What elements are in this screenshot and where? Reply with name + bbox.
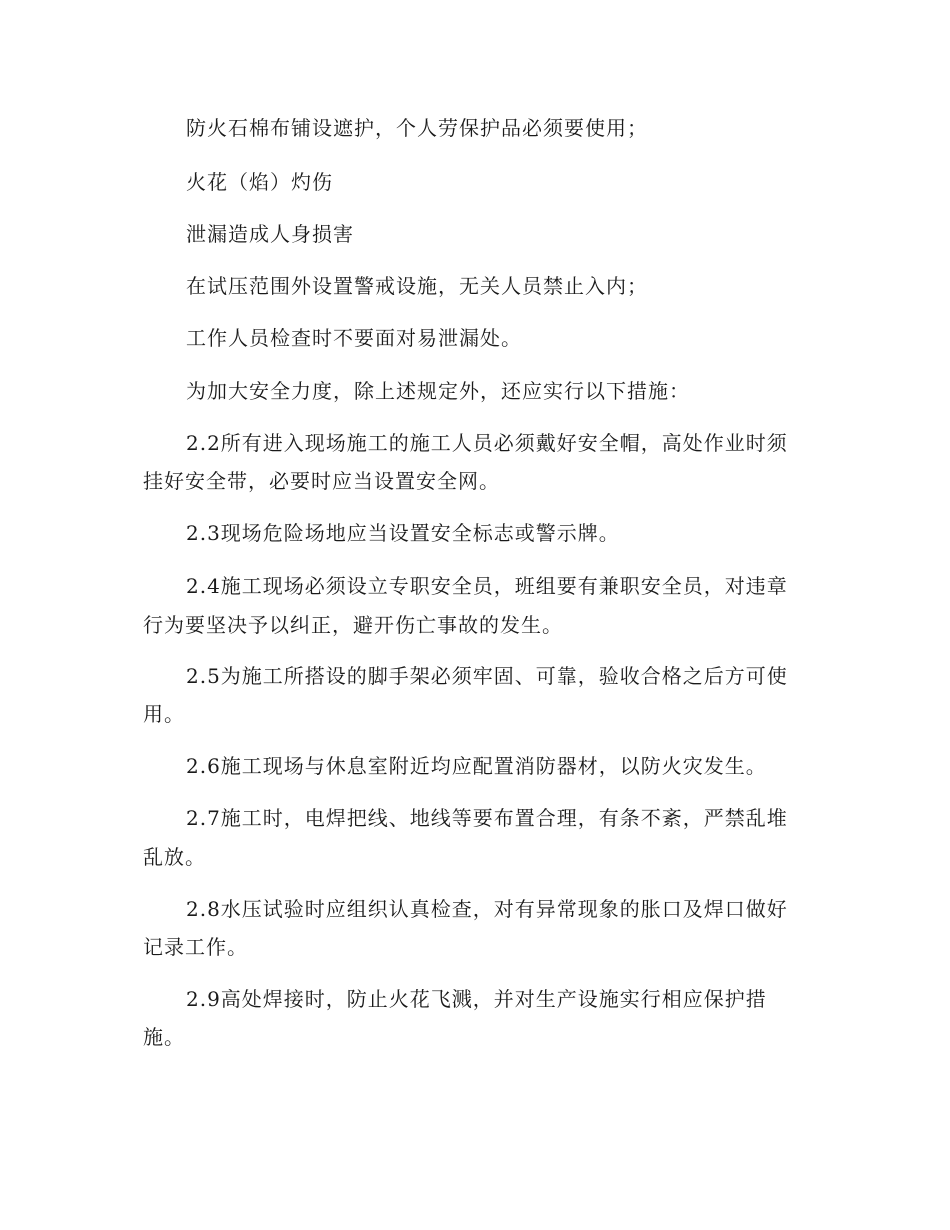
text-line: 2.3现场危险场地应当设置安全标志或警示牌。 bbox=[186, 521, 620, 545]
text-line: 2.4施工现场必须设立专职安全员，班组要有兼职安全员，对违章 bbox=[186, 574, 788, 598]
text-line: 行为要坚决予以纠正，避开伤亡事故的发生。 bbox=[143, 613, 563, 637]
text-line: 2.6施工现场与休息室附近均应配置消防器材，以防火灾发生。 bbox=[186, 754, 767, 778]
text-line: 火花（焰）灼伤 bbox=[186, 170, 333, 194]
text-line: 2.2所有进入现场施工的施工人员必须戴好安全帽，高处作业时须 bbox=[186, 431, 788, 455]
text-line: 2.9高处焊接时，防止火花飞溅，并对生产设施实行相应保护措 bbox=[186, 987, 767, 1011]
text-line: 在试压范围外设置警戒设施，无关人员禁止入内； bbox=[186, 274, 648, 298]
text-line: 2.5为施工所搭设的脚手架必须牢固、可靠，验收合格之后方可使 bbox=[186, 664, 788, 688]
text-line: 工作人员检查时不要面对易泄漏处。 bbox=[186, 326, 522, 350]
text-line: 乱放。 bbox=[143, 845, 206, 869]
text-line: 2.7施工时，电焊把线、地线等要布置合理，有条不紊，严禁乱堆 bbox=[186, 806, 788, 830]
text-line: 为加大安全力度，除上述规定外，还应实行以下措施： bbox=[186, 379, 690, 403]
text-line: 施。 bbox=[143, 1025, 185, 1049]
text-line: 用。 bbox=[143, 702, 185, 726]
text-line: 记录工作。 bbox=[143, 935, 248, 959]
text-line: 泄漏造成人身损害 bbox=[186, 222, 354, 246]
text-line: 挂好安全带，必要时应当设置安全网。 bbox=[143, 469, 500, 493]
text-line: 2.8水压试验时应组织认真检查，对有异常现象的胀口及焊口做好 bbox=[186, 897, 788, 921]
text-line: 防火石棉布铺设遮护，个人劳保护品必须要使用； bbox=[186, 116, 648, 140]
